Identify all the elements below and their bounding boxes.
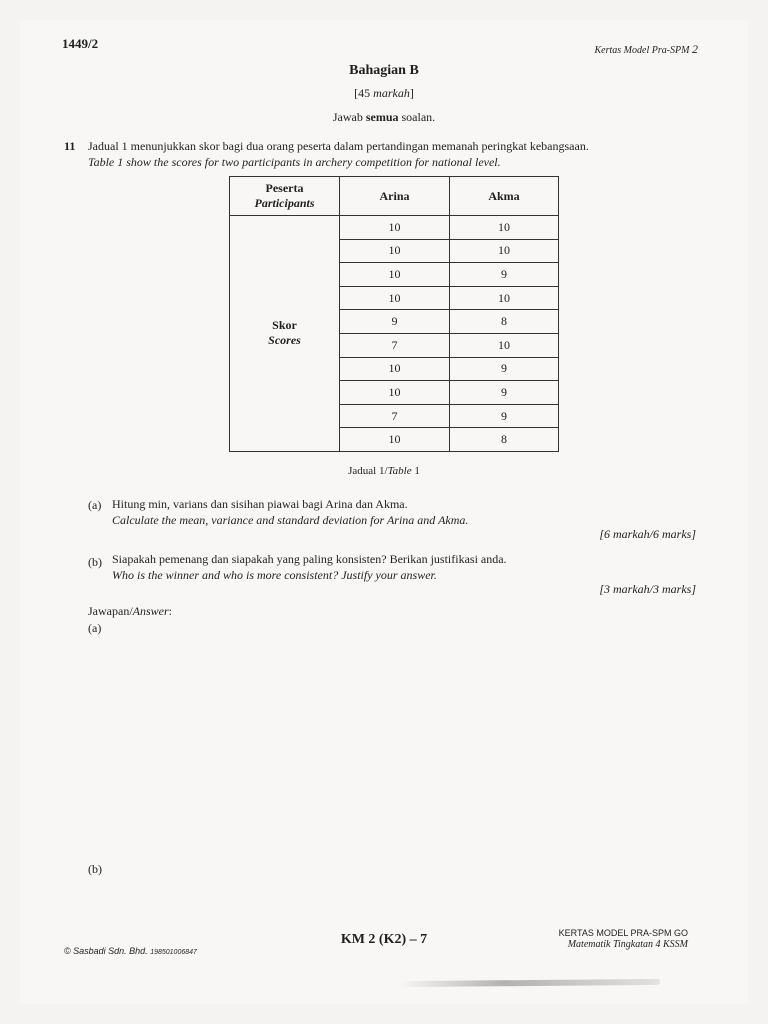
part-b-text-en: Who is the winner and who is more consistent? Justify your answer. — [112, 568, 437, 582]
instr-pre: Jawab — [332, 110, 366, 124]
table-header-row — [230, 177, 559, 216]
akma-score: 9 — [450, 357, 559, 381]
arina-score: 10 — [340, 357, 450, 381]
caption-ms: Jadual 1/ — [348, 465, 388, 477]
akma-score: 10 — [450, 239, 559, 263]
arina-score: 10 — [340, 239, 450, 263]
row-label-scores — [230, 216, 340, 452]
scores-table — [229, 176, 559, 452]
arina-score: 7 — [340, 333, 450, 357]
header-participants-en: Participants — [254, 196, 315, 210]
header-akma: Akma — [450, 177, 559, 216]
question-text-ms: Jadual 1 menunjukkan skor bagi dua orang peserta dalam pertandingan memanah peringkat kebangsaan. — [88, 139, 589, 153]
akma-score: 9 — [450, 404, 559, 428]
model-label — [595, 42, 699, 57]
arina-score: 10 — [340, 216, 450, 240]
instr-bold: semua — [365, 110, 399, 124]
akma-score: 9 — [450, 263, 559, 287]
caption-en: Table — [387, 465, 412, 477]
arina-score: 10 — [340, 381, 450, 405]
part-b-marks: [3 markah/3 marks] — [599, 582, 696, 596]
caption-num: 1 — [411, 465, 420, 477]
akma-score: 10 — [450, 286, 559, 310]
answer-heading-colon: : — [168, 604, 172, 618]
copyright-text: © Sasbadi Sdn. Bhd. — [64, 946, 148, 956]
question-number: 11 — [64, 139, 76, 153]
footer-series — [559, 927, 688, 951]
table-row — [230, 216, 559, 240]
akma-score: 8 — [450, 310, 559, 334]
model-label-text: Kertas Model Pra-SPM — [594, 45, 690, 56]
marks-close: ] — [409, 86, 414, 100]
header-participants-ms: Peserta — [265, 181, 304, 195]
part-b-label: (b) — [88, 555, 102, 569]
arina-score: 10 — [340, 428, 450, 452]
header-participants — [230, 177, 340, 216]
part-a-label: (a) — [88, 498, 102, 512]
header-arina: Arina — [340, 177, 450, 216]
arina-score: 10 — [340, 263, 450, 287]
marks-open: [45 — [354, 86, 374, 100]
series-name: KERTAS MODEL PRA-SPM GO — [558, 928, 688, 938]
akma-score: 10 — [450, 216, 559, 240]
section-title: Bahagian B — [349, 63, 419, 78]
part-b-text-ms: Siapakah pemenang dan siapakah yang paling konsisten? Berikan justifikasi anda. — [112, 552, 507, 566]
part-a-marks: [6 markah/6 marks] — [599, 527, 696, 541]
row-label-en: Scores — [268, 333, 301, 348]
answer-label-a: (a) — [88, 621, 102, 635]
reg-number: 198501006847 — [150, 949, 197, 956]
paper-code: 1449/2 — [62, 36, 99, 51]
instr-post: soalan. — [398, 110, 436, 124]
answer-heading — [88, 604, 172, 619]
akma-score: 10 — [450, 333, 559, 357]
part-a-text-en: Calculate the mean, variance and standard deviation for Arina and Akma. — [112, 513, 469, 527]
footer-page-code: KM 2 (K2) – 7 — [340, 932, 428, 947]
table-caption — [0, 465, 768, 477]
arina-score: 10 — [340, 286, 450, 310]
answer-heading-ms: Jawapan/ — [88, 604, 133, 618]
subject-name: Matematik Tingkatan 4 KSSM — [567, 939, 688, 950]
answer-label-b: (b) — [88, 862, 102, 876]
arina-score: 7 — [340, 404, 450, 428]
answer-heading-en: Answer — [132, 604, 169, 618]
section-instruction — [0, 110, 768, 125]
akma-score: 9 — [450, 381, 559, 405]
arina-score: 9 — [340, 310, 450, 334]
section-marks — [0, 86, 768, 101]
question-text-en: Table 1 show the scores for two participants in archery competition for national level. — [88, 155, 501, 169]
model-number: 2 — [692, 42, 698, 56]
marks-word: markah — [373, 86, 410, 100]
part-a-text-ms: Hitung min, varians dan sisihan piawai bagi Arina dan Akma. — [112, 497, 408, 511]
akma-score: 8 — [450, 428, 559, 452]
row-label-ms: Skor — [272, 318, 297, 333]
